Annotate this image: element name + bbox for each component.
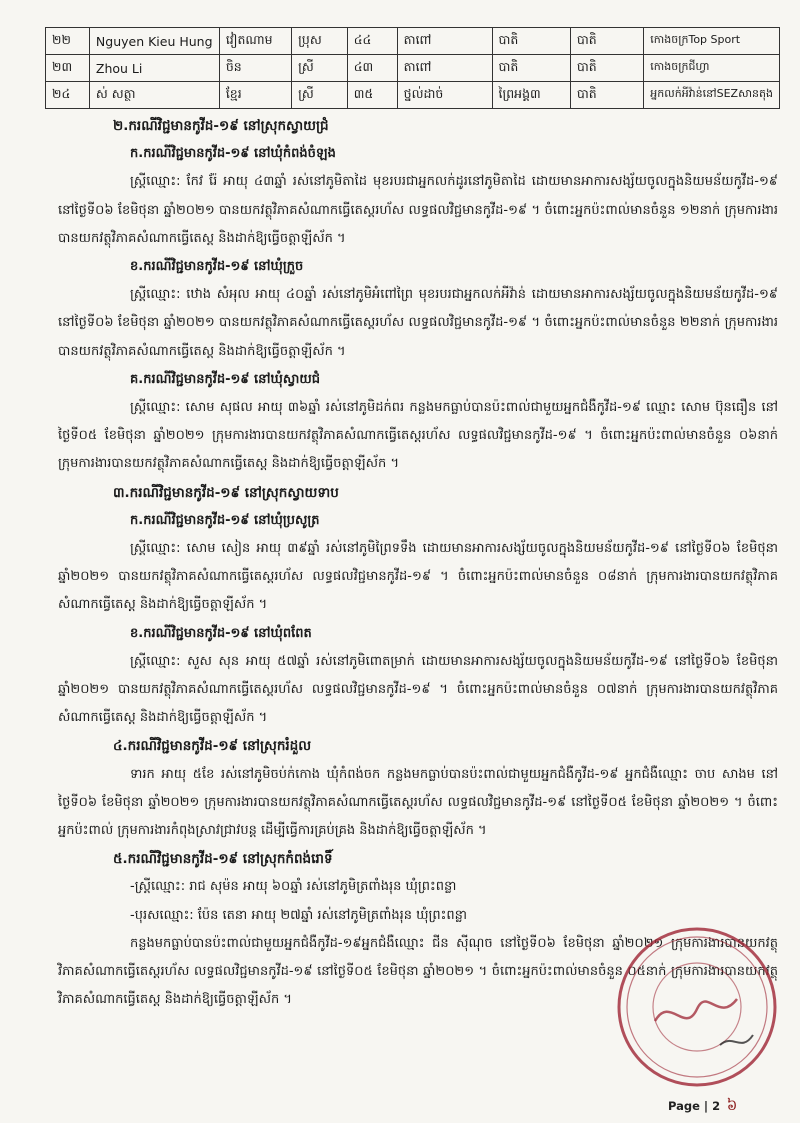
table-cell: ស្រី — [292, 55, 348, 82]
table-row — [46, 28, 780, 55]
table-cell: តាពៅ — [397, 28, 492, 55]
case-paragraph: កន្លងមកធ្លាប់បានប៉ះពាល់ជាមួយអ្នកជំងឺកូវីដ-១៩អ្នកជំងឺឈ្មោះ ជីន ស៊ីណុច នៅថ្ងៃទី០៦ ខែមិថុនា ឆ្នាំ២០២១ ក្រុមការងារបានយកវត្ថុវិភាគសំណាកធ្វើតេស្តរហ័ស លទ្ធផលវិជ្ជមានកូវីដ-១៩ នៅថ្ងៃទី០៥ ខែមិថុនា ឆ្នាំ២០២១ ។ ចំពោះអ្នកប៉ះពាល់មានចំនួន ០៥នាក់ ក្រុមការងារបានយកវត្ថុវិភាគសំណាកធ្វើតេស្ត និងដាក់ឱ្យធ្វើចត្តាឡីស័ក ។ — [58, 935, 778, 1008]
subsection-heading: គ.ករណីវិជ្ជមានកូវីដ-១៩ នៅឃុំស្វាយជំ — [130, 371, 321, 387]
table-cell: ស់ សត្ថា — [89, 82, 219, 109]
table-cell: ២៣ — [46, 55, 90, 82]
section-heading-svay-chrum: ២.ករណីវិជ្ជមានកូវីដ-១៩ នៅស្រុកស្វាយជ្រំ — [113, 118, 329, 134]
official-seal-stamp — [615, 925, 780, 1090]
page-initial-mark: ៦ — [726, 1096, 738, 1114]
table-cell: ថ្នល់ដាច់ — [397, 82, 492, 109]
table-cell: Nguyen Kieu Hung — [89, 28, 219, 55]
subsection-heading: ក.ករណីវិជ្ជមានកូវីដ-១៩ នៅឃុំប្រសូត្រ — [130, 512, 320, 528]
table-cell: បាតិ — [570, 28, 643, 55]
page-footer — [668, 1096, 737, 1118]
table-cell: ខ្មែរ — [219, 82, 291, 109]
table-cell: កោងចក្រជីហ្វា — [644, 55, 780, 82]
section-heading-romdoul: ៤.ករណីវិជ្ជមានកូវីដ-១៩ នៅស្រុករំដួល — [113, 738, 312, 755]
table-cell: អ្នកលក់អីវ៉ាន់នៅSEZសានតុង — [644, 82, 780, 109]
case-bullet: -បុរសឈ្មោះ: ប៉ែន តេនា អាយុ ២៧ឆ្នាំ រស់នៅភូមិត្រពាំងរុន ឃុំព្រះពន្លា — [130, 907, 467, 923]
case-paragraph: ស្រ្តីឈ្មោះ: កែវ រ៉ែ អាយុ ៤៣ឆ្នាំ រស់នៅភូមិតាដៃ មុខរបរជាអ្នកលក់ដូរនៅភូមិតាដៃ ដោយមានអាការសង្ស័យចូលក្នុងនិយមន័យកូវីដ-១៩ នៅថ្ងៃទី០៦ ខែមិថុនា ឆ្នាំ២០២១ បានយកវត្ថុវិភាគសំណាកធ្វើតេស្តរហ័ស លទ្ធផលវិជ្ជមានកូវីដ-១៩ ។ ចំពោះអ្នកប៉ះពាល់មានចំនួន ១២នាក់ ក្រុមការងារបានយកវត្ថុវិភាគសំណាកធ្វើតេស្ត និងដាក់ឱ្យធ្វើចត្តាឡីស័ក ។ — [58, 174, 778, 246]
table-row — [46, 82, 780, 109]
table-cell: ២៤ — [46, 82, 90, 109]
table-row — [46, 55, 780, 82]
table-cell: វៀតណាម — [219, 28, 291, 55]
section-heading-kampong-ro: ៥.ករណីវិជ្ជមានកូវីដ-១៩ នៅស្រុកកំពង់រោទិ៍ — [113, 851, 333, 868]
table-cell: ព្រៃអង្គ៣ — [492, 82, 570, 109]
case-paragraph: ស្រ្តីឈ្មោះ: សួស សុន អាយុ ៥៧ឆ្នាំ រស់នៅភូមិពោតម្រាក់ ដោយមានអាការសង្ស័យចូលក្នុងនិយមន័យកូវីដ-១៩ នៅថ្ងៃទី០៦ ខែមិថុនា ឆ្នាំ២០២១ បានយកវត្ថុវិភាគសំណាកធ្វើតេស្តរហ័ស លទ្ធផលវិជ្ជមានកូវីដ-១៩ ។ ចំពោះអ្នកប៉ះពាល់មានចំនួន ០៧នាក់ ក្រុមការងារបានយកវត្ថុវិភាគសំណាកធ្វើតេស្ត និងដាក់ឱ្យធ្វើចត្តាឡីស័ក ។ — [58, 653, 778, 726]
case-bullet: -ស្រ្តីឈ្មោះ: រាជ សុម៉ន អាយុ ៦០ឆ្នាំ រស់នៅភូមិត្រពាំងរុន ឃុំព្រះពន្លា — [130, 879, 457, 895]
table-cell: បាតិ — [492, 55, 570, 82]
table-cell: ៤៤ — [347, 28, 397, 55]
table-cell: ៣៥ — [347, 82, 397, 109]
case-paragraph: ស្រ្តីឈ្មោះ: ឋោង សំអុល អាយុ ៤០ឆ្នាំ រស់នៅភូមិអំពៅព្រៃ មុខរបរជាអ្នកលក់អីវ៉ាន់ ដោយមានអាការសង្ស័យចូលក្នុងនិយមន័យកូវីដ-១៩ នៅថ្ងៃទី០៦ ខែមិថុនា ឆ្នាំ២០២១ បានយកវត្ថុវិភាគសំណាកធ្វើតេស្តរហ័ស លទ្ធផលវិជ្ជមានកូវីដ-១៩ ។ ចំពោះអ្នកប៉ះពាល់មានចំនួន ២២នាក់ ក្រុមការងារបានយកវត្ថុវិភាគសំណាកធ្វើតេស្ត និងដាក់ឱ្យធ្វើចត្តាឡីស័ក ។ — [58, 287, 778, 359]
page-number-label: Page | 2 — [668, 1099, 721, 1113]
case-paragraph: ទារក អាយុ ៥ខែ រស់នៅភូមិចប់ក់កោង ឃុំកំពង់ចក កន្លងមកធ្លាប់បានប៉ះពាល់ជាមួយអ្នកជំងឺកូវីដ-១៩ អ្នកជំងឺឈ្មោះ ចាប សាងម នៅថ្ងៃទី០៦ ខែមិថុនា ឆ្នាំ២០២១ ក្រុមការងារបានយកវត្ថុវិភាគសំណាកធ្វើតេស្តរហ័ស លទ្ធផលវិជ្ជមានកូវីដ-១៩ នៅថ្ងៃទី០៥ ខែមិថុនា ឆ្នាំ២០២១ ។ ចំពោះអ្នកប៉ះពាល់ ក្រុមការងារកំពុងស្រាវជ្រាវបន្ត ដើម្បីធ្វើការគ្រប់គ្រង និងដាក់ឱ្យធ្វើចត្តាឡីស័ក ។ — [58, 766, 778, 839]
table-cell: ប្រុស — [292, 28, 348, 55]
subsection-heading: ខ.ករណីវិជ្ជមានកូវីដ-១៩ នៅឃុំពពែត — [130, 625, 312, 641]
table-cell: Zhou Li — [89, 55, 219, 82]
section-heading-svay-teab: ៣.ករណីវិជ្ជមានកូវីដ-១៩ នៅស្រុកស្វាយទាប — [113, 484, 339, 501]
table-cell: បាតិ — [570, 55, 643, 82]
subsection-heading: ខ.ករណីវិជ្ជមានកូវីដ-១៩ នៅឃុំក្រួច — [130, 259, 304, 275]
cases-table — [45, 27, 780, 109]
document-body — [58, 112, 778, 1015]
table-cell: បាតិ — [492, 28, 570, 55]
table-cell: ចិន — [219, 55, 291, 82]
case-paragraph: ស្រ្តីឈ្មោះ: សោម សុផល អាយុ ៣៦ឆ្នាំ រស់នៅភូមិដក់ពរ កន្លងមកធ្លាប់បានប៉ះពាល់ជាមួយអ្នកជំងឺកូវីដ-១៩ ឈ្មោះ សោម ប៊ុនធឿន នៅថ្ងៃទី០៥ ខែមិថុនា ឆ្នាំ២០២១ ក្រុមការងារបានយកវត្ថុវិភាគសំណាកធ្វើតេស្តរហ័ស លទ្ធផលវិជ្ជមានកូវីដ-១៩ ។ ចំពោះអ្នកប៉ះពាល់មានចំនួន ០៦នាក់ ក្រុមការងារបានយកវត្ថុវិភាគសំណាកធ្វើតេស្ត និងដាក់ឱ្យធ្វើចត្តាឡីស័ក ។ — [58, 400, 778, 472]
case-paragraph: ស្រ្តីឈ្មោះ: សោម សៀន អាយុ ៣៩ឆ្នាំ រស់នៅភូមិព្រៃទទឹង ដោយមានអាការសង្ស័យចូលក្នុងនិយមន័យកូវីដ-១៩ នៅថ្ងៃទី០៦ ខែមិថុនា ឆ្នាំ២០២១ បានយកវត្ថុវិភាគសំណាកធ្វើតេស្តរហ័ស លទ្ធផលវិជ្ជមានកូវីដ-១៩ ។ ចំពោះអ្នកប៉ះពាល់មានចំនួន ០៨នាក់ ក្រុមការងារបានយកវត្ថុវិភាគសំណាកធ្វើតេស្ត និងដាក់ឱ្យធ្វើចត្តាឡីស័ក ។ — [58, 541, 778, 613]
table-cell: បាតិ — [570, 82, 643, 109]
table-cell: ៤៣ — [347, 55, 397, 82]
subsection-heading: ក.ករណីវិជ្ជមានកូវីដ-១៩ នៅឃុំកំពង់ចំឡង — [130, 146, 336, 162]
table-cell: ២២ — [46, 28, 90, 55]
table-cell: កោងចក្រTop Sport — [644, 28, 780, 55]
table-cell: ស្រី — [292, 82, 348, 109]
table-cell: តាពៅ — [397, 55, 492, 82]
